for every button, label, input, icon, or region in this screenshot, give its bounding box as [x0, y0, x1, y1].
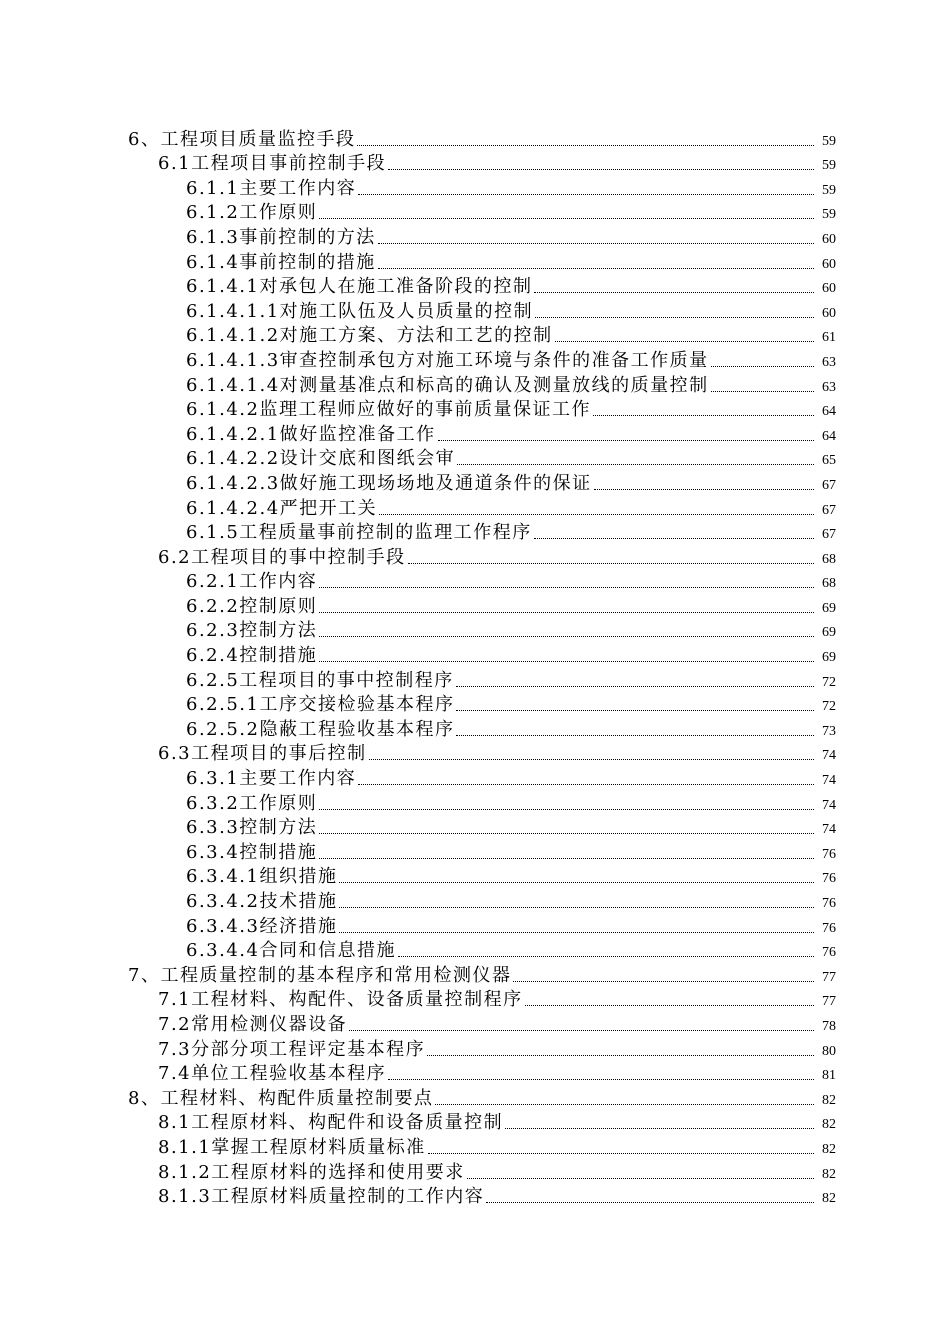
toc-page-number: 77: [822, 994, 836, 1010]
toc-entry-title: 6.1.4.2.2设计交底和图纸会审: [186, 448, 456, 470]
toc-entry-title: 6.1工程项目事前控制手段: [158, 153, 387, 175]
toc-entry[interactable]: [0, 323, 950, 348]
toc-page-number: 74: [822, 773, 836, 789]
toc-entry-title: 6.3.1主要工作内容: [186, 768, 357, 790]
toc-entry[interactable]: [0, 888, 950, 913]
toc-entry[interactable]: [0, 470, 950, 495]
toc-page-number: 67: [822, 477, 836, 493]
toc-dot-leader: [456, 686, 814, 687]
toc-entry[interactable]: [0, 667, 950, 692]
toc-page-number: 61: [822, 330, 836, 346]
toc-page-number: 68: [822, 551, 836, 567]
toc-page-number: 63: [822, 354, 836, 370]
toc-dot-leader: [513, 981, 814, 982]
toc-dot-leader: [319, 858, 814, 859]
toc-dot-leader: [319, 833, 814, 834]
toc-dot-leader: [438, 440, 814, 441]
toc-entry-title: 6.1.5工程质量事前控制的监理工作程序: [186, 522, 532, 544]
toc-entry-title: 6.1.4.1.3审查控制承包方对施工环境与条件的准备工作质量: [186, 349, 709, 371]
toc-page-number: 72: [822, 699, 836, 715]
toc-dot-leader: [456, 735, 814, 736]
toc-entry-title: 8.1工程原材料、构配件和设备质量控制: [158, 1112, 504, 1134]
toc-entry-title: 6.1.4.2.4严把开工关: [186, 497, 378, 519]
toc-dot-leader: [435, 1104, 814, 1105]
toc-entry-title: 6.3.4控制措施: [186, 841, 318, 863]
toc-dot-leader: [467, 1178, 814, 1179]
toc-dot-leader: [428, 1153, 814, 1154]
toc-entry[interactable]: [0, 1011, 950, 1036]
toc-page-number: 59: [822, 182, 836, 198]
toc-page-number: 73: [822, 723, 836, 739]
toc-page-number: 76: [822, 920, 836, 936]
toc-entry-title: 6.3.3控制方法: [186, 817, 318, 839]
toc-entry-title: 6.3工程项目的事后控制: [158, 743, 367, 765]
toc-dot-leader: [594, 489, 814, 490]
toc-page-number: 76: [822, 896, 836, 911]
toc-entry[interactable]: [0, 962, 950, 987]
toc-page-number: 64: [822, 428, 836, 444]
toc-page-number: 69: [822, 625, 836, 641]
toc-entry-title: 6.1.4.1.4对测量基准点和标高的确认及测量放线的质量控制: [186, 374, 709, 396]
toc-entry[interactable]: [0, 839, 950, 864]
toc-page-number: 67: [822, 502, 836, 518]
toc-page-number: 82: [822, 1166, 836, 1182]
toc-page-number: 64: [822, 404, 836, 420]
toc-entry[interactable]: [0, 618, 950, 643]
toc-page-number: 69: [822, 600, 836, 616]
toc-dot-leader: [319, 809, 814, 810]
toc-page-number: 60: [822, 231, 836, 247]
toc-entry-title: 7.4单位工程验收基本程序: [158, 1063, 387, 1085]
toc-entry-title: 7.3分部分项工程评定基本程序: [158, 1038, 426, 1060]
toc-page-number: 67: [822, 527, 836, 543]
toc-page-number: 63: [822, 379, 836, 395]
toc-entry[interactable]: [0, 1134, 950, 1159]
toc-page-number: 76: [822, 846, 836, 862]
toc-entry-title: 6.1.2工作原则: [186, 202, 318, 224]
toc-dot-leader: [535, 317, 814, 318]
toc-entry-title: 6.1.4.2.1做好监控准备工作: [186, 423, 436, 445]
toc-entry-title: 6.1.4.2监理工程师应做好的事前质量保证工作: [186, 399, 591, 421]
toc-entry-title: 7.2常用检测仪器设备: [158, 1013, 348, 1035]
toc-page-number: 81: [822, 1068, 836, 1084]
table-of-contents: [0, 126, 950, 1208]
toc-entry[interactable]: [0, 274, 950, 299]
toc-entry-title: 6.3.4.1组织措施: [186, 866, 338, 888]
toc-dot-leader: [358, 194, 814, 195]
toc-page-number: 82: [822, 1092, 836, 1108]
toc-entry-title: 6.2工程项目的事中控制手段: [158, 546, 406, 568]
toc-entry[interactable]: [0, 1184, 950, 1209]
toc-page-number: 76: [822, 871, 836, 887]
toc-page-number: 82: [822, 1117, 836, 1133]
toc-dot-leader: [525, 1005, 814, 1006]
toc-entry[interactable]: [0, 126, 950, 151]
toc-page-number: 77: [822, 969, 836, 985]
toc-entry[interactable]: [0, 224, 950, 249]
toc-dot-leader: [593, 415, 814, 416]
toc-page-number: 69: [822, 650, 836, 666]
toc-entry[interactable]: [0, 347, 950, 372]
toc-dot-leader: [319, 636, 814, 637]
toc-entry-title: 6.2.2控制原则: [186, 595, 318, 617]
toc-entry-title: 7、工程质量控制的基本程序和常用检测仪器: [128, 964, 512, 986]
toc-entry[interactable]: [0, 1085, 950, 1110]
toc-entry[interactable]: [0, 569, 950, 594]
toc-page-number: 68: [822, 576, 836, 592]
toc-page-number: 60: [822, 256, 836, 272]
toc-entry-title: 6.3.4.4合同和信息措施: [186, 940, 396, 962]
toc-dot-leader: [427, 1055, 814, 1056]
toc-entry-title: 6.1.4.2.3做好施工现场场地及通道条件的保证: [186, 472, 592, 494]
toc-entry[interactable]: [0, 372, 950, 397]
toc-dot-leader: [555, 341, 814, 342]
toc-dot-leader: [339, 907, 814, 908]
toc-entry[interactable]: [0, 520, 950, 545]
toc-page-number: 78: [822, 1018, 836, 1034]
toc-entry[interactable]: [0, 913, 950, 938]
toc-dot-leader: [505, 1128, 814, 1129]
toc-dot-leader: [339, 882, 814, 883]
toc-page-number: 59: [822, 133, 836, 149]
toc-dot-leader: [378, 268, 814, 269]
toc-entry[interactable]: [0, 151, 950, 176]
toc-dot-leader: [711, 366, 814, 367]
toc-entry-title: 6.3.4.3经济措施: [186, 915, 338, 937]
toc-dot-leader: [456, 710, 814, 711]
toc-entry[interactable]: [0, 446, 950, 471]
toc-page-number: 59: [822, 207, 836, 223]
toc-entry[interactable]: [0, 1061, 950, 1086]
toc-entry[interactable]: [0, 397, 950, 422]
toc-page-number: 80: [822, 1043, 836, 1059]
toc-entry[interactable]: [0, 692, 950, 717]
toc-entry-title: 6.3.4.2技术措施: [186, 891, 338, 912]
toc-page-number: 74: [822, 748, 836, 764]
toc-entry-title: 6.1.4.1.2对施工方案、方法和工艺的控制: [186, 325, 553, 347]
toc-entry-title: 6.2.3控制方法: [186, 620, 318, 642]
toc-dot-leader: [398, 956, 814, 957]
toc-dot-leader: [319, 612, 814, 613]
toc-dot-leader: [319, 218, 814, 219]
toc-page-number: 76: [822, 945, 836, 961]
toc-entry-title: 8.1.1掌握工程原材料质量标准: [158, 1136, 426, 1158]
toc-entry[interactable]: [0, 716, 950, 741]
toc-dot-leader: [369, 759, 814, 760]
toc-entry[interactable]: [0, 741, 950, 766]
toc-entry[interactable]: [0, 1159, 950, 1184]
toc-dot-leader: [388, 169, 814, 170]
toc-dot-leader: [388, 1079, 814, 1080]
toc-page-number: 60: [822, 305, 836, 321]
toc-dot-leader: [486, 1202, 814, 1203]
toc-dot-leader: [457, 464, 814, 465]
toc-entry[interactable]: [0, 200, 950, 225]
toc-entry-title: 6、工程项目质量监控手段: [128, 128, 356, 150]
toc-entry-title: 6.2.4控制措施: [186, 645, 318, 667]
toc-dot-leader: [534, 292, 814, 293]
toc-page-number: 72: [822, 674, 836, 690]
toc-entry[interactable]: [0, 938, 950, 963]
toc-dot-leader: [379, 514, 814, 515]
toc-dot-leader: [339, 932, 814, 933]
toc-page-number: 74: [822, 797, 836, 813]
toc-entry[interactable]: [0, 249, 950, 274]
toc-entry-title: 7.1工程材料、构配件、设备质量控制程序: [158, 989, 523, 1011]
toc-entry-title: 6.2.1工作内容: [186, 571, 318, 593]
toc-dot-leader: [349, 1030, 814, 1031]
toc-dot-leader: [408, 563, 814, 564]
toc-entry-title: 6.1.1主要工作内容: [186, 177, 357, 199]
toc-entry-title: 6.1.4事前控制的措施: [186, 251, 376, 273]
toc-page-number: 82: [822, 1141, 836, 1157]
toc-entry[interactable]: [0, 642, 950, 667]
toc-entry-title: 6.1.4.1.1对施工队伍及人员质量的控制: [186, 300, 534, 322]
toc-entry[interactable]: [0, 1110, 950, 1135]
toc-entry[interactable]: [0, 864, 950, 889]
toc-entry[interactable]: [0, 815, 950, 840]
toc-entry-title: 6.2.5工程项目的事中控制程序: [186, 669, 454, 691]
toc-entry-title: 6.1.4.1对承包人在施工准备阶段的控制: [186, 276, 533, 298]
toc-entry[interactable]: [0, 987, 950, 1012]
toc-page-number: 59: [822, 158, 836, 174]
toc-entry-title: 6.3.2工作原则: [186, 792, 318, 814]
toc-entry-title: 8.1.2工程原材料的选择和使用要求: [158, 1161, 465, 1183]
toc-entry[interactable]: [0, 790, 950, 815]
toc-page-number: 60: [822, 281, 836, 297]
toc-entry-title: 6.2.5.1工序交接检验基本程序: [186, 694, 455, 716]
toc-entry-title: 8.1.3工程原材料质量控制的工作内容: [158, 1186, 485, 1208]
toc-entry-title: 6.1.3事前控制的方法: [186, 226, 376, 248]
toc-dot-leader: [534, 538, 814, 539]
toc-dot-leader: [319, 661, 814, 662]
toc-entry[interactable]: [0, 175, 950, 200]
toc-entry[interactable]: [0, 593, 950, 618]
toc-entry-title: 8、工程材料、构配件质量控制要点: [128, 1087, 434, 1109]
toc-entry[interactable]: [0, 421, 950, 446]
toc-entry[interactable]: [0, 298, 950, 323]
toc-entry[interactable]: [0, 765, 950, 790]
toc-page-number: 82: [822, 1191, 836, 1207]
toc-entry[interactable]: [0, 1036, 950, 1061]
toc-entry-title: 6.2.5.2隐蔽工程验收基本程序: [186, 718, 455, 740]
toc-page-number: 65: [822, 453, 836, 469]
toc-page-number: 74: [822, 822, 836, 838]
toc-dot-leader: [378, 243, 814, 244]
toc-dot-leader: [711, 391, 814, 392]
toc-entry[interactable]: [0, 544, 950, 569]
toc-dot-leader: [358, 784, 814, 785]
toc-dot-leader: [319, 587, 814, 588]
toc-dot-leader: [357, 145, 814, 146]
toc-entry[interactable]: [0, 495, 950, 520]
